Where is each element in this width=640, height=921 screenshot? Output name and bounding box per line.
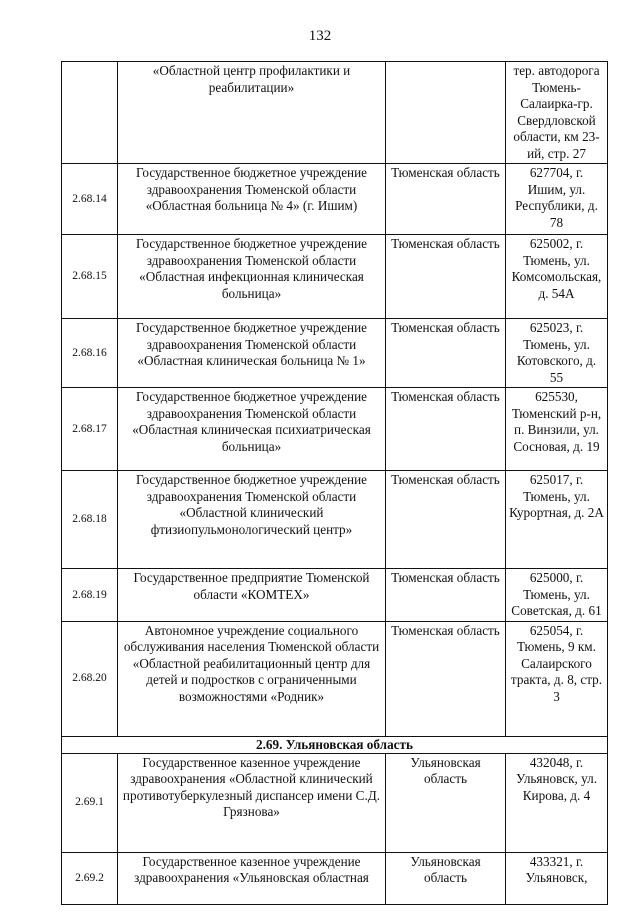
table-row: [62, 852, 608, 904]
region: [386, 62, 506, 164]
section-title: 2.69. Ульяновская область: [62, 736, 608, 753]
institution-name: Государственное предприятие Тюменской области «КОМТЕХ»: [118, 569, 386, 622]
address: 625530, Тюменский р-н, п. Винзили, ул. Сосновая, д. 19: [506, 388, 608, 471]
institution-name: Государственное бюджетное учреждение здравоохранения Тюменской области «Областная клиническая больница № 1»: [118, 319, 386, 388]
institution-name: Автономное учреждение социального обслуживания населения Тюменской области «Областной реабилитационный центр для детей и подростков с ограниченными возможностями «Родник»: [118, 621, 386, 736]
page-number: 132: [308, 28, 332, 44]
address: 433321, г. Ульяновск,: [506, 852, 608, 904]
table-row: [62, 621, 608, 736]
region: Тюменская область: [386, 621, 506, 736]
region: Тюменская область: [386, 164, 506, 235]
address: 625023, г. Тюмень, ул. Котовского, д. 55: [506, 319, 608, 388]
table-row: [62, 62, 608, 164]
institution-name: Государственное бюджетное учреждение здравоохранения Тюменской области «Областная больница № 4» (г. Ишим): [118, 164, 386, 235]
row-number: 2.68.17: [62, 388, 118, 471]
region: Тюменская область: [386, 569, 506, 622]
table-row: [62, 753, 608, 852]
row-number: [62, 62, 118, 164]
institution-name: Государственное бюджетное учреждение здравоохранения Тюменской области «Областной клинический фтизиопульмонологический центр»: [118, 471, 386, 569]
table-row: [62, 388, 608, 471]
row-number: 2.68.19: [62, 569, 118, 622]
institution-name: Государственное казенное учреждение здравоохранения «Ульяновская областная: [118, 852, 386, 904]
table-row: [62, 235, 608, 319]
row-number: 2.68.14: [62, 164, 118, 235]
section-header-row: [62, 736, 608, 753]
region: Тюменская область: [386, 319, 506, 388]
institutions-table: [61, 61, 608, 905]
region: Ульяновская область: [386, 852, 506, 904]
region: Тюменская область: [386, 471, 506, 569]
region: Тюменская область: [386, 388, 506, 471]
table-row: [62, 164, 608, 235]
institution-name: Государственное бюджетное учреждение здравоохранения Тюменской области «Областная инфекционная клиническая больница»: [118, 235, 386, 319]
region: Ульяновская область: [386, 753, 506, 852]
address: 625017, г. Тюмень, ул. Курортная, д. 2А: [506, 471, 608, 569]
row-number: 2.68.20: [62, 621, 118, 736]
row-number: 2.68.16: [62, 319, 118, 388]
table-row: [62, 471, 608, 569]
institution-name: «Областной центр профилактики и реабилитации»: [118, 62, 386, 164]
institution-name: Государственное казенное учреждение здравоохранения «Областной клинический противотуберкулезный диспансер имени С.Д. Грязнова»: [118, 753, 386, 852]
institution-name: Государственное бюджетное учреждение здравоохранения Тюменской области «Областная клиническая психиатрическая больница»: [118, 388, 386, 471]
table-row: [62, 569, 608, 622]
row-number: 2.68.15: [62, 235, 118, 319]
address: 625002, г. Тюмень, ул. Комсомольская, д. 54А: [506, 235, 608, 319]
row-number: 2.68.18: [62, 471, 118, 569]
region: Тюменская область: [386, 235, 506, 319]
address: 432048, г. Ульяновск, ул. Кирова, д. 4: [506, 753, 608, 852]
address: 625054, г. Тюмень, 9 км. Салаирского тракта, д. 8, стр. 3: [506, 621, 608, 736]
address: 627704, г. Ишим, ул. Республики, д. 78: [506, 164, 608, 235]
row-number: 2.69.2: [62, 852, 118, 904]
address: 625000, г. Тюмень, ул. Советская, д. 61: [506, 569, 608, 622]
address: тер. автодорога Тюмень-Салаирка-гр. Свердловской области, км 23-ий, стр. 27: [506, 62, 608, 164]
table-row: [62, 319, 608, 388]
row-number: 2.69.1: [62, 753, 118, 852]
